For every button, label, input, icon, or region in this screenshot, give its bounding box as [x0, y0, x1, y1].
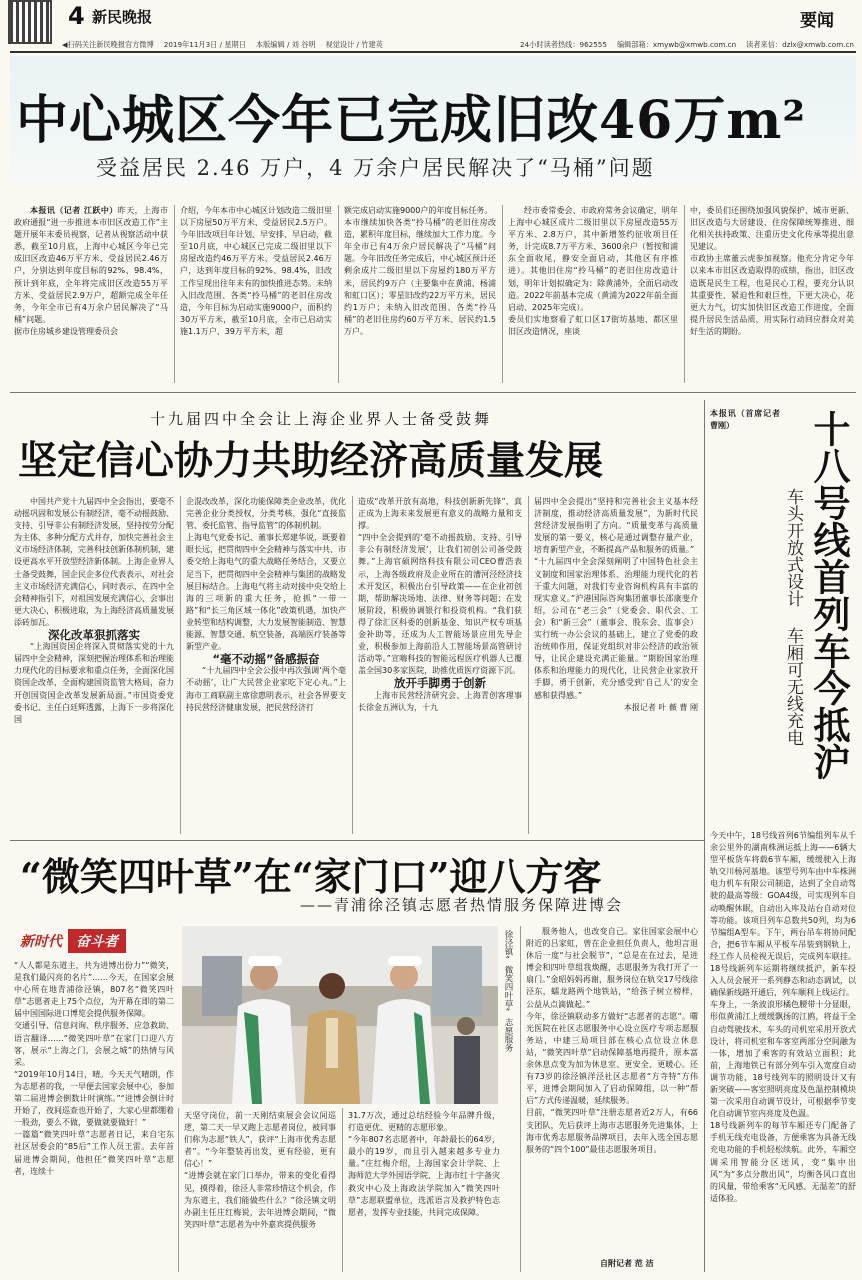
paper-name: 新民晚报: [92, 8, 153, 26]
page-number: 4: [68, 2, 85, 30]
lead-headline: 中心城区今年已完成旧改46万m²: [16, 90, 807, 151]
econ-kicker: 十九届四中全会让上海企业界人士备受鼓舞: [150, 410, 493, 428]
econ-subhead-1: 深化改革狠抓落实: [48, 628, 140, 643]
econ-col1b-text: “上海国资国企将深入贯彻落实党的十九届四中全会精神，深刻把握治理体系和治理能力现代化的目标要求和重点任务，全面深化国资国企改革，全面构建国资监管大格局，奋力开创国资国企改革发展新局面。”市国资委党委书记、主任白廷辉透露，上海下一步将深化国: [14, 642, 174, 724]
editor-credit: 本版编辑 / 刘 谷明: [255, 40, 316, 49]
econ-col3b-text: 上海市民营经济研究会、上海青创客理事长徐金五洲认为，十九: [358, 690, 522, 712]
volunteer-subheadline: ——青浦徐泾镇志愿者热情服务保障进博会: [300, 896, 624, 914]
volunteer-column-1: [14, 960, 174, 1272]
econ-column-2: [186, 496, 346, 836]
lead-column-4: [508, 205, 678, 385]
header-info-line: [62, 40, 854, 50]
volunteer-column-4: [526, 926, 698, 1260]
designer-credit: 视觉设计 / 竹建英: [325, 40, 383, 49]
econ-subhead-2: “毫不动摇”备感振奋: [212, 652, 320, 667]
volunteer-col2-text: 天坚守岗位，前一天刚结束展会会议间巡逻，第二天一早又跑上志愿者岗位，被同事们称为志愿“铁人”，获评“上海市优秀志愿者”。“今年整装再出发，更有经验，更有信心！” “进博会就在家门口举办，带来的变化看得见，摸得着，徐泾人非常珍惜这个机会，作为东道主，我们能做些什么？”徐泾镇文明办副主任庄红梅说，去年进博会期间，“微笑四叶草”志愿者为中外嘉宾提供服务: [184, 1111, 336, 1229]
column-tag-right: 奋斗者: [68, 929, 126, 953]
column-tag-left: 新时代: [20, 934, 62, 950]
lead-column-2: [180, 205, 332, 385]
econ-col2a-text: 企混改改革，深化功能保障类企业改革，优化完善企业分类授权，分类考核，强化“直接监管、委托监管、指导监管”的体制机制。 上海电气党委书记、董事长郑建华说，既要着眼长远，把贯彻四中全会精神与落实中共、市委交给上海电气的重大战略任务结合，又要立足当下，把贯彻四中全会精神与集团的战略发展目标结合。上海电气将主动对接中央交给上海的三项新的重大任务，抢抓“一带一路”和“长三角区域一体化”政策机遇，加快产业转型和结构调整，大力发展智能制造、智慧能源、智慧交通、航空装备，高端医疗装备等新型产业。: [186, 497, 346, 652]
lead-col3-text: 额完成启动实施9000户的年度目标任务。 本市继续加快各类“拎马桶”的老旧住房改造，累积年度目标，继续加大工作力度。今年全市已有4万余户居民解决了“马桶”问题。今年旧改任务完成后，中心城区预计还剩余成片二级旧里以下房屋约180万平方米，居民约9万户（主要集中在黄浦、杨浦和虹口区）；零星旧改约22万平方米，居民约1万户；未纳入旧改范围、各类“拎马桶”的老旧住房约60万平方米、居民约1.5万户。: [344, 206, 496, 336]
issue-date: 2019年11月3日 / 星期日: [163, 40, 246, 49]
volunteer-col4-text: 服务他人，也改变自己。家住国家会展中心附近的吕家虹，曾在企业担任负责人，他坦言退休后一度“与社会脱节”，“总是在在过去，是进博会和四叶草组我焕醒，志愿服务为我打开了一扇门。”金昭妈妈再谢，服务岗位在轨交17号线徐泾东，蠕龙路两个地铁站，“给孩子树立榜样，公益从点滴做起。” 今年，徐泾镇联动多方做好“志愿者的志愿”。曙光医院在社区志愿服务中心设立医疗专项志愿服务站，中建三局项目部在核心点位设立休息站，“微笑四叶草”启动保障基地再提升，原本富余休息点变为加为休息室、更安全、更暖心。还有73岁的徐泾镇洋泾社区志愿者“方寺特”方伟平，进博会期间加入了启动保障组，以一种“帮后”方式传递温暖，延续服务。 目前，“微笑四叶草”注册志愿者近2万人，有66支团队，先后获评上海市志愿服务先进集体，上海市优秀志愿服务品牌项目，去年入选全国志愿服务的“四个100”最佳志愿服务项目。: [526, 927, 698, 1154]
lead-column-5: [690, 205, 854, 385]
econ-col2b-text: “十九届四中全会公报中再次强调‘两个毫不动摇’，让广大民营企业家吃下定心丸。”上海市工商联副主席徐惠明表示，社会各界要支持民营经济健康发展，把民营经济打: [186, 666, 346, 712]
lead-column-3: [344, 205, 496, 385]
volunteer-photo-illustration: [182, 926, 498, 1104]
volunteer-col3-text: 31.7万次，通过总结经验今年品牌升级，打造更优、更精的志愿形象。 “今年807名志愿者中，年龄最长的64岁，最小的19岁，而且引入越来越多专业力量。”庄红梅介绍，上海国家会计学院、上海师范大学外国语学院、上海市红十字备灾救灾中心及上海政法学院加入“微笑四叶草”志愿联盟单位，选派语言及救护特色志愿者，发挥专业技能，共同完成保障。: [348, 1111, 500, 1217]
econ-col4-text: 届四中全会提出“坚持和完善社会主义基本经济制度，推动经济高质量发展”，为新时代民营经济发展指明了方向。“质量变革与高质量发展的第一要义，核心是通过调整存量产业，培育新型产业，不断提高产品和服务的质量。” “十九届四中全会深刻阐明了中国特色社会主义制度和国家治理体系、治理能力现代化的若干重大问题，对我们专业咨询机构具有丰富的现实意义。”沪港国际咨询集团董事长邵康斐介绍，公司在“老三会”（党委会、职代会、工会）和“新三会”（董事会、股东会、监事会）实行统一办公会议的基础上，建立了党委的政治统帅作用，保证党组织对非公经济的政治领导，让民企建设充满正能量。“期盼国家治理体系和治理能力的现代化，让民营企业家放开手脚，勇于创新，充分感受到‘自己人’的安全感和获得感。”: [534, 497, 698, 700]
lead-col1-text: 昨天，上海市政府通报“进一步推进本市旧区改造工作”主题开展年末委员视察，记者从视察活动中获悉，截至10月底，上海中心城区今年已完成旧区改造46万平方米、受益居民2.46万户，分别达到年度目标的92%、98.4%，预计到年底，全年将完成旧区改造55万平方米、受益居民2.9万户，超额完成全年任务，今年全市已有4万余户居民解决了“马桶”问题。 据市住房城乡建设管理委员会: [14, 206, 168, 336]
metro-byline: 本报讯（首席记者 曹刚）: [710, 409, 780, 431]
masthead-qr-code: [10, 2, 50, 42]
econ-column-1: [14, 496, 174, 836]
volunteer-column-2: [184, 1110, 336, 1272]
econ-column-4: [534, 496, 698, 836]
econ-headline: 坚定信心协力共助经济高质量发展: [18, 439, 604, 484]
column-tag: [14, 930, 160, 952]
econ-subhead-3: 放开手脚勇于创新: [394, 676, 486, 691]
lead-column-1: [14, 205, 168, 385]
econ-divider: [10, 840, 704, 841]
metro-subheadline: 车头开放式设计 车厢可无线充电: [783, 488, 803, 746]
lead-subheadline: 受益居民 2.46 万户，4 万余户居民解决了“马桶”问题: [96, 156, 655, 180]
lead-byline: 本报讯（记者 江跃中）: [30, 206, 118, 215]
volunteer-byline: 自附记者 范 洁: [600, 1259, 654, 1268]
photo-caption: 徐泾镇“微笑四叶草”志愿服务: [503, 930, 513, 1052]
econ-byline: 本报记者 叶 薇 曹 刚: [623, 702, 698, 712]
volunteer-column-3: [348, 1110, 500, 1272]
econ-col1a-text: 中国共产党十九届四中全会指出，要毫不动摇巩固和发展公有制经济，毫不动摇鼓励、支持、引导非公有制经济发展，坚持按劳分配为主体、多种分配方式并存，加快完善社会主义市场经济体制，完善科技创新体制机制，建设更高水平开放型经济新体制。上海企业界人士备受鼓舞，国企民企多位代表表示，对社会主义市场经济充满信心，同时表示，在四中全会精神指引下，对祖国发展充满信心，会事出更大决心，积极进取，为上海经济高质量发展添砖加瓦。: [14, 497, 174, 627]
lead-col4-text: 经市委常委会、市政府常务会议确定，明年上海中心城区成片二级旧里以下房屋改造55万平方米、2.8万户，其中新增签约征收项目任务，计完成8.7万平方米、3600余户（暂按和浦东全面收尾，静安全面启动，其他区有序推进）。其他旧住房“拎马桶”的老旧住房改造计划，明年计划拟确定为：除黄浦外，全面启动改造。2022年前基本完成（黄浦为2022年前全面启动、2025年完成）。 委员们实地察看了虹口区17街坊基地、都区里旧区改造情况，座谈: [508, 206, 678, 336]
volunteer-photo: [182, 926, 498, 1104]
lead-divider: [10, 392, 856, 393]
metro-headline: 十八号线首列车今抵沪: [807, 410, 850, 780]
scan-tip: ◀扫码关注新民晚报官方微博: [62, 40, 154, 49]
volunteer-headline: “微笑四叶草”在“家门口”迎八方客: [20, 854, 602, 899]
section-label: 要闻: [800, 11, 834, 31]
metro-column-body: [710, 454, 780, 834]
econ-column-3: [358, 496, 522, 836]
metro-column-lower: [710, 830, 856, 1270]
header-divider: [10, 51, 856, 53]
lead-col5-text: 中，委员们还围绕加强风貌保护、城市更新、旧区改造与大居建设、住房保障统筹推进、细化相关扶持政策、注重历史文化传承等提出意见建议。 市政协主席董云虎参加视察。他充分肯定今年以来本市旧区改造取得的成绩，指出，旧区改造既是民生工程，也是民心工程，要充分认识其重要性、紧迫性和艰巨性，下更大决心，花更大力气，切实加快旧区改造工作进度，全面提升居民生活品质，用实际行动回应群众对美好生活的期盼。: [690, 206, 854, 336]
reader-hotline: 24小时读者热线：962555: [520, 40, 607, 49]
volunteer-col1-text: “人人都是东道主，共为进博出份力”“微笑，是我们最闪亮的名片”……今天，在国家会展中心所在地青浦徐泾镇，807名“微笑四叶草”志愿者走上75个点位，为开幕在即的第二届中国国际进口博览会提供服务保障。 交通引导、信息问询、秩序服务、应急救助、语言翻译……“微笑四叶草”在家门口迎八方客，展示“上海之门，会展之城”的热情与风采。 “2019年10月14日，晴。今天天气晴朗，作为志愿者的我，一早便去国家会展中心，参加第二届进博会倒数计时演练。”“进博会倒计时开始了，夜间巡查也开始了，大家心里都绷着一股劲，要么不做，要做就要做好！” 一篇篇“微笑四叶草”志愿者日记，来自宅东社区居委会的“85后”工作人员王雷。去年首届进博会期间，他担任“微笑四叶草”志愿者，连续十: [14, 961, 174, 1176]
reader-email: 读者来信：dzlx@xmwb.com.cn: [746, 40, 854, 49]
lead-col2-text: 介绍，今年本市中心城区计划改造二级旧里以下房屋50万平方米、受益居民2.5万户。今年旧改项目年计划、早安排、早启动，截至10月底，中心城区已完成二级旧里以下房屋改造约46万平方米、受益居民2.46万户，达到年度目标的92%、98.4%，旧改工作呈现出往年未有的加快推进态势。未纳入旧改范围、各类“拎马桶”的老旧住房改造，今年目标为启动实施9000户，面积约30万平方米，截至10月底，全市已启动实施1.1万户、39万平方米，超: [180, 206, 332, 336]
econ-col3a-text: 造成“改革开放有高地，科技创新新先锋”，真正成为上海未来发展更有意义的战略力量和支撑。 “四中全会提到的‘毫不动摇鼓励、支持、引导非公有制经济发展’，让我们初创公司备受鼓舞。”上海官硕网络科技有限公司CEO曹浩表示，上海各级政府及企业所在的漕河泾经济技术开发区，积极出台引导政策——在企业初创期，帮助解决场地、法律、财务等问题；在发展阶段，积极协调银行和投资机构。“我们获得了徐汇区科委的创新基金、知识产权专项基金补助等，还成为人工智能场景应用先导企业，积极参加上海前沿人工智能场景高管研讨活动等。”宣嗨科技的智能远程医疗机器人已覆盖全国30多家医院，助推优质医疗资源下沉。: [358, 497, 522, 676]
metro-body-text: 今天中午，18号线首列6节编组列车从千余公里外的湖南株洲运抵上海——6辆大型平板货车将载6节车厢，缓缓驶入上海轨交川杨河基地。该型号列车由中车株洲电力机车有限公司制造，达到了全自动驾驶的最高等级：GOA4级，可实现列车自动唤醒休眠，自动出入库及站台自动对位等功能。该项目列车总数共50列，均为6节编组A型车。下午，两台吊车将协同配合，把6节车厢从平板车吊装到钢轨上，经工作人员检视无误后，完成列车联挂。18号线新列车运期将继续抵沪，新车投入人员会展开一系列静态和动态调试，以确保新线路开通后，列车顺利上线运行。 车身上，一条波浪形橘色腰带十分显眼，形似黄浦江上缓缓飘扬的江鸥，将益于全自动驾驶技术，车头的司机室采用开放式设计，将司机室和车客室两部分空间融为一体，增加了乘客的有效站立面积；此前，上海地铁已有部分列车引入宽度自动调节功能，18号线列车的照明设计又有新突破——客室照明亮度及色温控制模块第一次采用自动调节设计，可根据季节变化自动调节室内亮度及色温。 18号线新列车的每节车厢还专门配备了手机无线充电设备，方便乘客为具备无线充电功能的手机轻松续航。此外，车厢空调采用智能分区送风，变“集中出风”为“多点分散出风”，均衡各风口直出的风量，带给乘客“无风感、无温差”的舒适体验。: [710, 831, 856, 1203]
editorial-email: 编辑部箱：xmywb@xmwb.com.cn: [616, 40, 737, 49]
